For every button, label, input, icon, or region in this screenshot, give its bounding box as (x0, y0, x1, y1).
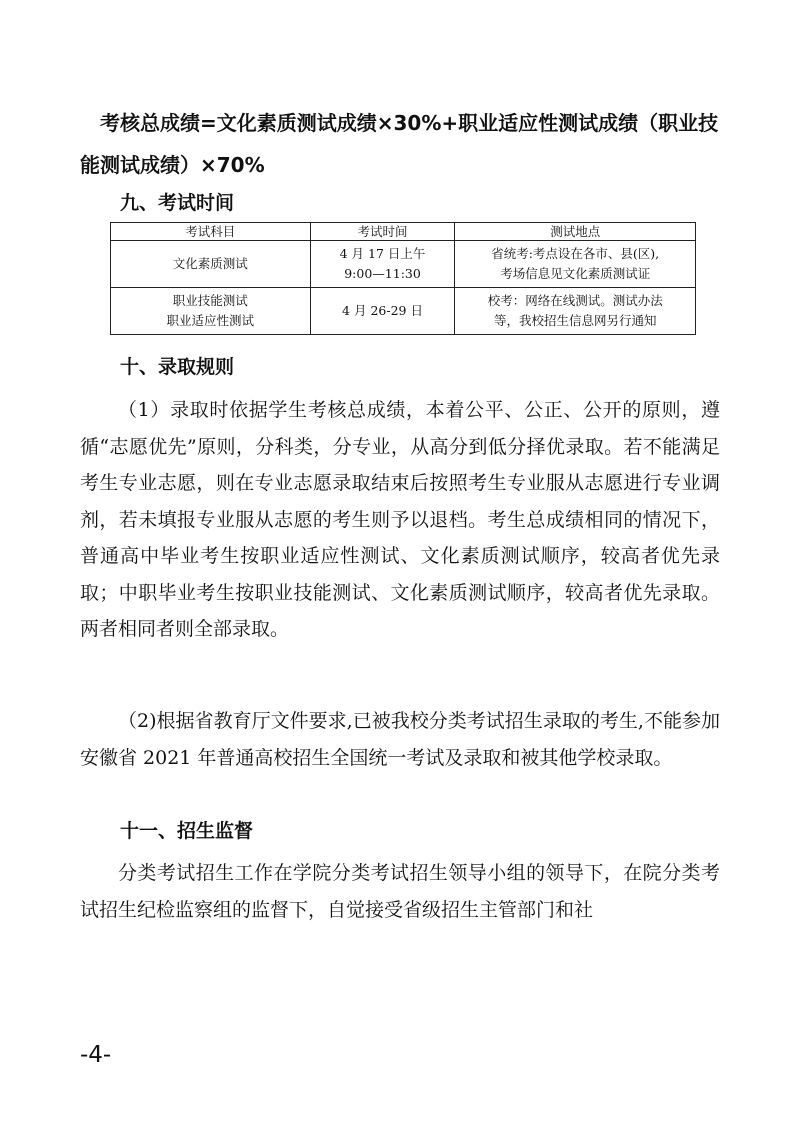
table-cell-location (455, 288, 696, 335)
table-header-row (111, 223, 696, 241)
exam-schedule-table (110, 222, 696, 335)
table-row (111, 288, 696, 335)
table-cell-subject (111, 241, 311, 288)
section-heading-supervision: 十一、招生监督 (120, 820, 254, 842)
table-header-location: 测试地点 (455, 223, 696, 241)
cell-line: 考场信息见文化素质测试证 (500, 266, 651, 281)
supervision-paragraph: 分类考试招生工作在学院分类考试招生领导小组的领导下，在院分类考试招生纪检监察组的监督下，自觉接受省级招生主管部门和社 (80, 862, 720, 921)
cell-line: 省统考:考点设在各市、县(区), (491, 246, 660, 261)
table-cell-time (310, 241, 455, 288)
admission-rule-paragraph-2: （2)根据省教育厅文件要求,已被我校分类考试招生录取的考生,不能参加安徽省 2021 年普通高校招生全国统一考试及录取和被其他学校录取。 (80, 710, 720, 769)
cell-line: 等，我校招生信息网另行通知 (493, 313, 657, 328)
cell-line: 校考：网络在线测试。测试办法 (487, 293, 663, 308)
table-header-subject: 考试科目 (111, 223, 311, 241)
cell-line: 4 月 17 日上午 (339, 246, 426, 261)
admission-rule-paragraph-1: （1）录取时依据学生考核总成绩，本着公平、公正、公开的原则，遵循“志愿优先”原则，分科类，分专业，从高分到低分择优录取。若不能满足考生专业志愿，则在专业志愿录取结束后按照考生专业服从志愿进行专业调剂，若未填报专业服从志愿的考生则予以退档。考生总成绩相同的情况下，普通高中毕业考生按职业适应性测试、文化素质测试顺序，较高者优先录取；中职毕业考生按职业技能测试、文化素质测试顺序，较高者优先录取。两者相同者则全部录取。 (80, 399, 720, 640)
section-heading-admission-rules: 十、录取规则 (120, 356, 235, 378)
score-formula: 考核总成绩=文化素质测试成绩×30%+职业适应性测试成绩（职业技能测试成绩）×70% (80, 111, 719, 177)
table-cell-time (310, 288, 455, 335)
cell-line: 职业技能测试 (172, 293, 248, 308)
table-header-time: 考试时间 (310, 223, 455, 241)
cell-line: 9:00—11:30 (344, 266, 421, 281)
section-heading-exam-time: 九、考试时间 (120, 192, 235, 214)
page-number: -4- (80, 1042, 112, 1068)
cell-line: 职业适应性测试 (166, 313, 255, 328)
table-cell-subject (111, 288, 311, 335)
table-row (111, 241, 696, 288)
cell-line: 文化素质测试 (172, 256, 248, 271)
cell-line: 4 月 26-29 日 (342, 303, 423, 318)
table-cell-location (455, 241, 696, 288)
